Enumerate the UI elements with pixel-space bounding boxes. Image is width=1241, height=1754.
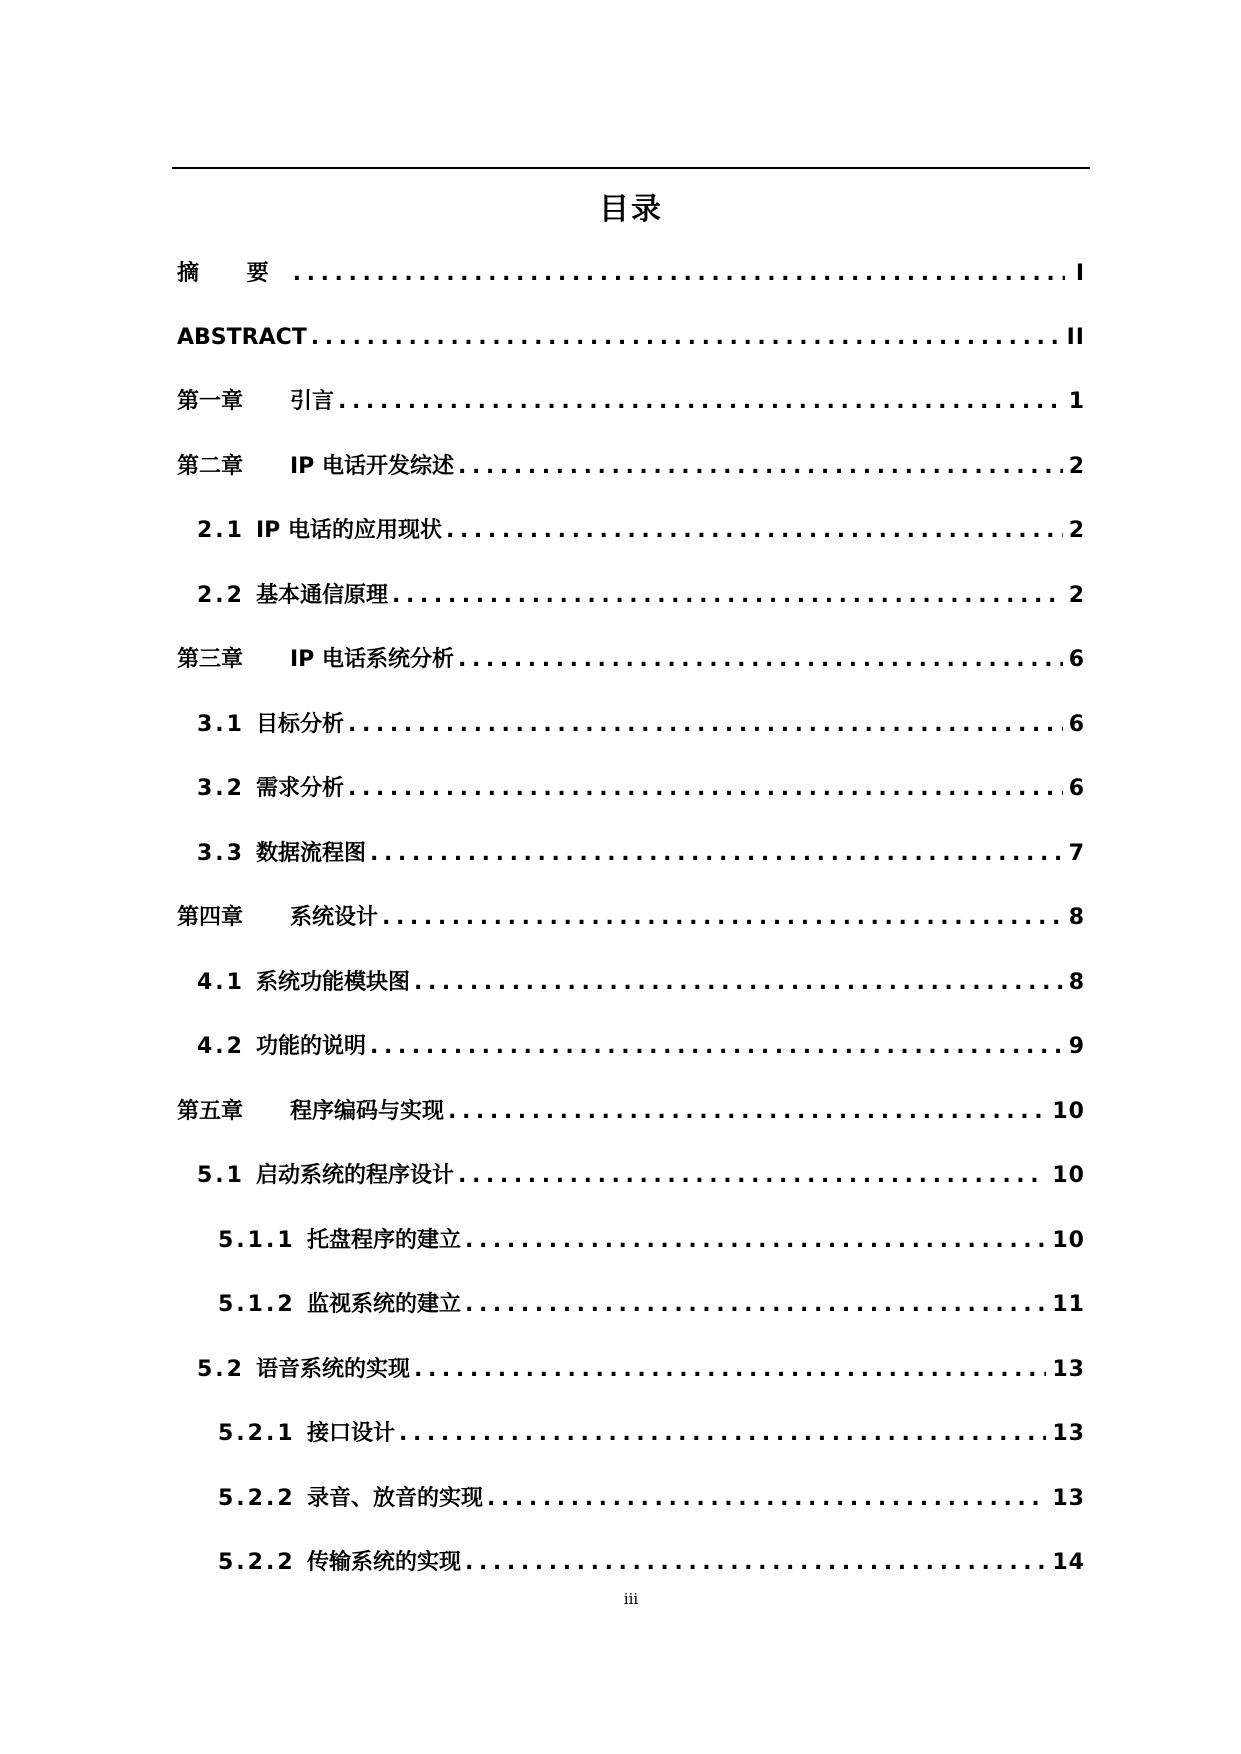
toc-entry-label: 摘 要: [177, 261, 289, 286]
toc-entry-page: 10: [1052, 1163, 1085, 1188]
toc-entry-label: 目标分析: [256, 712, 345, 737]
dot-leader: [446, 511, 1063, 551]
toc-entry-page: 10: [1052, 1099, 1085, 1124]
dot-leader: [487, 1479, 1046, 1519]
toc-entry[interactable]: [197, 963, 1085, 1003]
toc-entry-page: 2: [1068, 583, 1085, 608]
toc-entry-label: ABSTRACT: [177, 325, 307, 350]
toc-entry-label: 系统设计: [290, 905, 379, 930]
toc-entry[interactable]: [197, 1350, 1085, 1390]
toc-entry[interactable]: [197, 705, 1085, 745]
dot-leader: [392, 576, 1063, 616]
toc-entry-label: 接口设计: [307, 1421, 396, 1446]
toc-entry-number: 5.2.1: [218, 1421, 296, 1446]
dot-leader: [370, 834, 1063, 874]
toc-entry[interactable]: [197, 1156, 1085, 1196]
toc-entry[interactable]: [218, 1285, 1085, 1325]
toc-entry-label: 基本通信原理: [256, 583, 389, 608]
toc-entry-page: 13: [1052, 1486, 1085, 1511]
toc-entry-label: IP 电话的应用现状: [256, 518, 442, 543]
toc-entry[interactable]: [218, 1543, 1085, 1583]
toc-entry-number: 3.1: [197, 712, 245, 737]
toc-entry[interactable]: [177, 640, 1085, 680]
dot-leader: [465, 1543, 1046, 1583]
toc-entry-page: 14: [1052, 1550, 1085, 1575]
toc-entry-number: 第二章: [177, 454, 244, 479]
toc-entry[interactable]: [197, 834, 1085, 874]
toc-entry-page: II: [1066, 325, 1085, 350]
toc-entry-page: 8: [1068, 905, 1085, 930]
toc-entry-label: 数据流程图: [256, 841, 367, 866]
toc-entry[interactable]: [177, 254, 1085, 294]
toc-entry-page: 6: [1068, 776, 1085, 801]
toc-entry[interactable]: [177, 447, 1085, 487]
toc-entry-label: 系统功能模块图: [256, 970, 411, 995]
dot-leader: [458, 640, 1063, 680]
toc-entry[interactable]: [197, 511, 1085, 551]
toc-entry-number: 5.1: [197, 1163, 245, 1188]
toc-entry-number: 第三章: [177, 647, 244, 672]
dot-leader: [348, 769, 1063, 809]
toc-entry-label: 托盘程序的建立: [307, 1228, 462, 1253]
toc-entry-label: 监视系统的建立: [307, 1292, 462, 1317]
toc-entry-number: 4.1: [197, 970, 245, 995]
toc-entry-label: 引言: [290, 389, 335, 414]
toc-entry-page: 2: [1068, 518, 1085, 543]
toc-entry-number: 5.1.1: [218, 1228, 296, 1253]
dot-leader: [458, 1156, 1046, 1196]
toc-entry-page: 7: [1068, 841, 1085, 866]
header-rule: [172, 167, 1090, 169]
toc-entry-number: 5.2: [197, 1357, 245, 1382]
toc-entry-number: 第五章: [177, 1099, 244, 1124]
toc-entry[interactable]: [218, 1414, 1085, 1454]
toc-entry-label: 需求分析: [256, 776, 345, 801]
toc-entry-label: 录音、放音的实现: [307, 1486, 484, 1511]
toc-entry-label: IP 电话系统分析: [290, 647, 454, 672]
toc-entry[interactable]: [218, 1221, 1085, 1261]
toc-entry-number: 第一章: [177, 389, 244, 414]
toc-entry-page: 10: [1052, 1228, 1085, 1253]
toc-entry-number: 第四章: [177, 905, 244, 930]
toc-entry-page: I: [1075, 261, 1085, 286]
toc-entry-label: IP 电话开发综述: [290, 454, 454, 479]
toc-entry-page: 2: [1068, 454, 1085, 479]
dot-leader: [382, 898, 1063, 938]
toc-entry-label: 语音系统的实现: [256, 1357, 411, 1382]
toc-entry-page: 9: [1068, 1034, 1085, 1059]
dot-leader: [311, 318, 1061, 358]
toc-entry-page: 1: [1068, 389, 1085, 414]
dot-leader: [414, 1350, 1046, 1390]
toc-entry-number: 3.3: [197, 841, 245, 866]
toc-entry[interactable]: [197, 1027, 1085, 1067]
toc-entry-number: 5.2.2: [218, 1486, 296, 1511]
toc-entry[interactable]: [177, 1092, 1085, 1132]
toc-entry-number: 5.2.2: [218, 1550, 296, 1575]
toc-entry-label: 启动系统的程序设计: [256, 1163, 455, 1188]
toc-entry-page: 8: [1068, 970, 1085, 995]
dot-leader: [448, 1092, 1046, 1132]
toc-entry-page: 13: [1052, 1421, 1085, 1446]
toc-entry-page: 6: [1068, 647, 1085, 672]
dot-leader: [414, 963, 1063, 1003]
toc-entry[interactable]: [197, 769, 1085, 809]
toc-entry-number: 5.1.2: [218, 1292, 296, 1317]
dot-leader: [348, 705, 1063, 745]
dot-leader: [338, 382, 1063, 422]
toc-entry-page: 11: [1052, 1292, 1085, 1317]
toc-entry-label: 功能的说明: [256, 1034, 367, 1059]
toc-entry-page: 13: [1052, 1357, 1085, 1382]
dot-leader: [465, 1221, 1046, 1261]
dot-leader: [465, 1285, 1046, 1325]
dot-leader: [399, 1414, 1046, 1454]
toc-entry[interactable]: [177, 318, 1085, 358]
toc-entry[interactable]: [218, 1479, 1085, 1519]
toc-entry[interactable]: [177, 382, 1085, 422]
toc-entry[interactable]: [197, 576, 1085, 616]
toc-title: 目录: [599, 192, 663, 227]
toc-entry[interactable]: [177, 898, 1085, 938]
dot-leader: [458, 447, 1063, 487]
toc-entry-label: 程序编码与实现: [290, 1099, 445, 1124]
toc-entry-number: 3.2: [197, 776, 245, 801]
dot-leader: [293, 254, 1065, 294]
toc-entry-number: 2.2: [197, 583, 245, 608]
toc-entry-label: 传输系统的实现: [307, 1550, 462, 1575]
toc-entry-number: 4.2: [197, 1034, 245, 1059]
toc-entry-page: 6: [1068, 712, 1085, 737]
toc-entry-number: 2.1: [197, 518, 245, 543]
page-number: iii: [623, 1590, 639, 1608]
dot-leader: [370, 1027, 1063, 1067]
